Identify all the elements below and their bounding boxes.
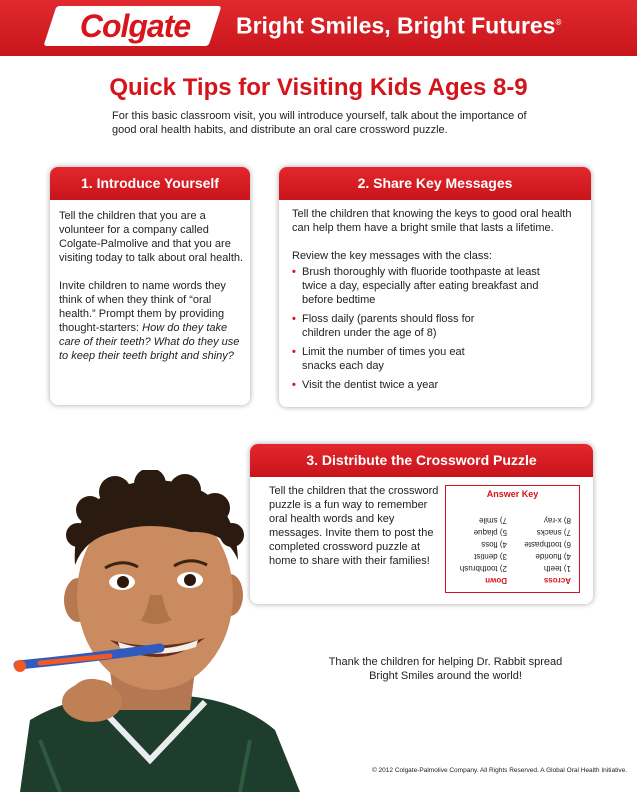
introduce-yourself-body: [59, 209, 245, 363]
key-message-item: [292, 378, 542, 392]
answer-key-box: [445, 485, 580, 593]
bullet-icon: •: [292, 346, 296, 358]
across-answer: 6) toothpaste: [524, 540, 571, 549]
answer-key-down: [445, 514, 507, 586]
introduce-paragraph-2: [59, 279, 245, 363]
share-key-messages-body: [292, 207, 582, 397]
key-message-text: Floss daily (parents should floss for children under the age of 8): [302, 313, 475, 339]
introduce-yourself-card: [50, 167, 250, 405]
bullet-icon: •: [292, 379, 296, 391]
header-banner: [0, 0, 637, 56]
answer-key-across: [509, 514, 571, 586]
down-answer: 7) smile: [478, 516, 507, 525]
introduce-thought-starters: How do they take care of their teeth? What do they use to keep their teeth bright and shiny?: [59, 322, 240, 362]
answer-key-title: Answer Key: [486, 489, 539, 499]
introduce-paragraph-1: Tell the children that you are a volunteer for a company called Colgate-Palmolive and that you are visiting today to talk about oral health.: [59, 210, 244, 264]
down-answer: 4) floss: [481, 540, 507, 549]
answer-key-upside-down: [446, 502, 579, 592]
header-title-text: Bright Smiles, Bright Futures: [236, 12, 556, 39]
share-key-messages-card: [279, 167, 591, 407]
colgate-logo: Colgate: [79, 8, 191, 44]
introduce-yourself-heading: 1. Introduce Yourself: [50, 167, 250, 200]
boy-brushing-teeth-photo: [0, 470, 310, 792]
across-label: Across: [543, 576, 571, 585]
key-message-text: Brush thoroughly with fluoride toothpaste at least twice a day, especially after eating breakfast and before bedtime: [302, 266, 540, 306]
key-messages-list: [292, 265, 582, 392]
messages-paragraph-1: Tell the children that knowing the keys to good oral health can help them have a bright smile that lasts a lifetime.: [292, 208, 572, 234]
closing-message: Thank the children for helping Dr. Rabbit spread Bright Smiles around the world!: [328, 656, 563, 682]
across-answer: 7) snacks: [536, 528, 571, 537]
copyright-footer: © 2012 Colgate-Palmolive Company. All Rights Reserved. A Global Oral Health Initiative.: [371, 767, 627, 774]
down-answer: 3) dentist: [474, 552, 507, 561]
key-message-text: Limit the number of times you eat snacks each day: [302, 346, 465, 372]
intro-text: For this basic classroom visit, you will introduce yourself, talk about the importance of good oral health habits, and distribute an oral care crossword puzzle.: [112, 110, 527, 136]
key-message-item: [292, 265, 542, 307]
key-message-item: [292, 345, 482, 373]
bullet-icon: •: [292, 266, 296, 278]
header-title: [236, 8, 561, 41]
across-answer: 1) teeth: [543, 564, 571, 573]
down-answer: 5) plaque: [473, 528, 507, 537]
page-title: Quick Tips for Visiting Kids Ages 8-9: [109, 74, 528, 101]
across-answer: 8) x-ray: [543, 516, 571, 525]
bullet-icon: •: [292, 313, 296, 325]
messages-review-label: Review the key messages with the class:: [292, 250, 492, 262]
down-label: Down: [485, 576, 507, 585]
key-message-item: [292, 312, 492, 340]
crossword-puzzle-heading: 3. Distribute the Crossword Puzzle: [250, 444, 593, 477]
down-answer: 2) toothbrush: [459, 564, 507, 573]
across-answer: 4) fluoride: [535, 552, 571, 561]
key-message-text: Visit the dentist twice a year: [302, 379, 439, 391]
trademark-symbol: ®: [555, 18, 562, 27]
crossword-body: Tell the children that the crossword puzzle is a fun way to remember oral health words and key messages. Invite them to post the completed crossword puzzle at home to share with their families!: [269, 485, 439, 567]
introduce-paragraph-2-text: Invite children to name words they think of when they think of “oral health.” Prompt them by providing thought-starters:: [59, 280, 226, 334]
share-key-messages-heading: 2. Share Key Messages: [279, 167, 591, 200]
